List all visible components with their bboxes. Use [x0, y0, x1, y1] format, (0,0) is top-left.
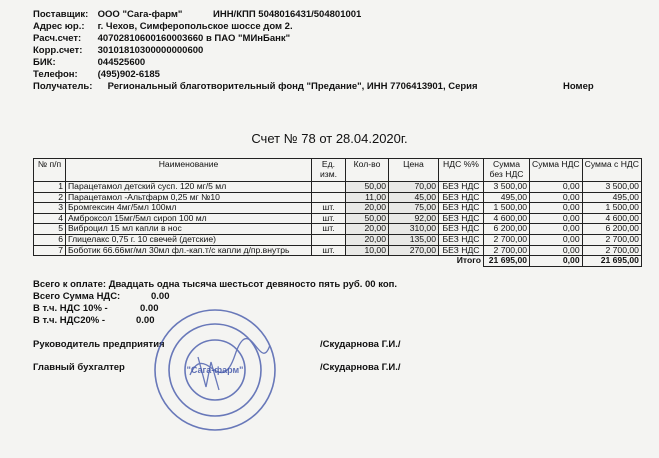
total-vat: 0,00 — [530, 256, 583, 267]
row-sum: 1 500,00 — [484, 203, 530, 214]
row-number: 3 — [34, 203, 66, 214]
row-number: 5 — [34, 224, 66, 235]
row-sum: 495,00 — [484, 192, 530, 203]
row-name: Виброцил 15 мл капли в нос — [66, 224, 312, 235]
table-row — [34, 203, 642, 214]
inn-label: ИНН/КПП — [213, 9, 256, 20]
supplier-name: ООО "Сага-фарм" — [97, 9, 183, 20]
row-price: 70,00 — [389, 182, 439, 193]
row-total: 3 500,00 — [582, 182, 641, 193]
director-name: /Скударнова Г.И./ — [320, 339, 401, 350]
account-row — [33, 33, 478, 45]
row-unit: шт. — [312, 213, 346, 224]
corr-label: Корр.счет: — [33, 45, 83, 56]
items-table — [33, 158, 642, 267]
row-qty: 50,00 — [346, 182, 389, 193]
inn-value: 5048016431/504801001 — [258, 9, 362, 20]
address-value: г. Чехов, Симферопольское шоссе дом 2. — [97, 21, 293, 32]
row-name: Парацетамол детский сусп. 120 мг/5 мл — [66, 182, 312, 193]
vat10-value: 0.00 — [140, 303, 159, 314]
row-total: 6 200,00 — [582, 224, 641, 235]
amount-in-words: Всего к оплате: Двадцать одна тысяча шестьсот девяносто пять руб. 00 коп. — [33, 279, 398, 290]
row-total: 2 700,00 — [582, 245, 641, 256]
col-price-header: Цена — [389, 159, 439, 182]
row-number: 7 — [34, 245, 66, 256]
row-vat-rate: БЕЗ НДС — [439, 234, 484, 245]
row-vat-rate: БЕЗ НДС — [439, 182, 484, 193]
row-price: 92,00 — [389, 213, 439, 224]
row-qty: 50,00 — [346, 213, 389, 224]
accountant-label: Главный бухгалтер — [33, 362, 125, 373]
row-number: 1 — [34, 182, 66, 193]
recipient-label: Получатель: — [33, 81, 93, 92]
row-number: 2 — [34, 192, 66, 203]
row-name: Амброксол 15мг/5мл сироп 100 мл — [66, 213, 312, 224]
row-number: 6 — [34, 234, 66, 245]
row-unit: шт. — [312, 224, 346, 235]
row-vat-rate: БЕЗ НДС — [439, 245, 484, 256]
row-unit: шт. — [312, 245, 346, 256]
row-sum: 4 600,00 — [484, 213, 530, 224]
company-stamp — [150, 305, 280, 435]
row-vat-sum: 0,00 — [530, 224, 583, 235]
row-vat-rate: БЕЗ НДС — [439, 213, 484, 224]
table-row — [34, 245, 642, 256]
col-total-header: Сумма с НДС — [582, 159, 641, 182]
accountant-name: /Скударнова Г.И./ — [320, 362, 401, 373]
vat-total-value: 0.00 — [151, 291, 170, 302]
bik-row — [33, 57, 478, 69]
col-unit-header: Ед. изм. — [312, 159, 346, 182]
total-label: Итого — [456, 255, 481, 266]
account-value: 40702810600160003660 в ПАО "МИнБанк" — [97, 33, 291, 44]
bik-label: БИК: — [33, 57, 56, 68]
col-sum-header: Сумма без НДС — [484, 159, 530, 182]
col-num-header: № п/п — [34, 159, 66, 182]
row-name: Бромгексин 4мг/5мл 100мл — [66, 203, 312, 214]
phone-label: Телефон: — [33, 69, 78, 80]
row-name: Парацетамол -Альтфарм 0,25 мг №10 — [66, 192, 312, 203]
bik-value: 044525600 — [97, 57, 146, 68]
col-vat-rate-header: НДС %% — [439, 159, 484, 182]
row-price: 45,00 — [389, 192, 439, 203]
table-row — [34, 213, 642, 224]
row-vat-rate: БЕЗ НДС — [439, 192, 484, 203]
row-vat-sum: 0,00 — [530, 245, 583, 256]
row-sum: 3 500,00 — [484, 182, 530, 193]
phone-value: (495)902-6185 — [97, 69, 160, 80]
row-sum: 6 200,00 — [484, 224, 530, 235]
row-vat-sum: 0,00 — [530, 213, 583, 224]
phone-row — [33, 69, 478, 81]
row-qty: 10,00 — [346, 245, 389, 256]
row-total: 1 500,00 — [582, 203, 641, 214]
row-unit: шт. — [312, 203, 346, 214]
recipient-extra: Номер — [563, 81, 594, 92]
row-vat-sum: 0,00 — [530, 192, 583, 203]
row-sum: 2 700,00 — [484, 234, 530, 245]
table-row — [34, 234, 642, 245]
vat20-label: В т.ч. НДС20% - — [33, 315, 106, 326]
row-unit — [312, 182, 346, 193]
row-price: 270,00 — [389, 245, 439, 256]
stamp-text: "Сага-фарм" — [186, 365, 244, 375]
row-qty: 20,00 — [346, 234, 389, 245]
row-qty: 20,00 — [346, 203, 389, 214]
row-qty: 11,00 — [346, 192, 389, 203]
row-total: 2 700,00 — [582, 234, 641, 245]
row-unit — [312, 234, 346, 245]
total-with-vat: 21 695,00 — [582, 256, 641, 267]
row-qty: 20,00 — [346, 224, 389, 235]
address-label: Адрес юр.: — [33, 21, 85, 32]
row-name: Боботик 66.66мг/мл 30мл фл.-кап.т/с капли д/пр.внутрь — [66, 245, 312, 256]
invoice-title: Счет № 78 от 28.04.2020г. — [251, 131, 408, 146]
row-price: 310,00 — [389, 224, 439, 235]
row-total: 495,00 — [582, 192, 641, 203]
row-price: 135,00 — [389, 234, 439, 245]
row-name: Глицелакс 0,75 г. 10 свечей (детские) — [66, 234, 312, 245]
row-vat-rate: БЕЗ НДС — [439, 203, 484, 214]
row-vat-sum: 0,00 — [530, 203, 583, 214]
director-label: Руководитель предприятия — [33, 339, 165, 350]
table-header-row — [34, 159, 642, 182]
corr-value: 30101810300000000600 — [97, 45, 204, 56]
supplier-row — [33, 9, 478, 21]
row-vat-sum: 0,00 — [530, 234, 583, 245]
address-row — [33, 21, 478, 33]
row-vat-rate: БЕЗ НДС — [439, 224, 484, 235]
col-name-header: Наименование — [66, 159, 312, 182]
row-vat-sum: 0,00 — [530, 182, 583, 193]
table-total-row — [34, 256, 642, 267]
col-vat-sum-header: Сумма НДС — [530, 159, 583, 182]
supplier-details — [33, 9, 594, 93]
vat10-label: В т.ч. НДС 10% - — [33, 303, 108, 314]
row-price: 75,00 — [389, 203, 439, 214]
corr-row — [33, 45, 478, 57]
total-sum: 21 695,00 — [484, 256, 530, 267]
row-unit — [312, 192, 346, 203]
supplier-label: Поставщик: — [33, 9, 89, 20]
row-number: 4 — [34, 213, 66, 224]
account-label: Расч.счет: — [33, 33, 82, 44]
row-total: 4 600,00 — [582, 213, 641, 224]
table-row — [34, 224, 642, 235]
recipient-value: Региональный благотворительный фонд "Предание", ИНН 7706413901, Серия — [107, 81, 478, 92]
vat-total-label: Всего Сумма НДС: — [33, 291, 121, 302]
row-sum: 2 700,00 — [484, 245, 530, 256]
vat20-value: 0.00 — [136, 315, 155, 326]
recipient-row — [33, 81, 594, 93]
col-qty-header: Кол-во — [346, 159, 389, 182]
table-row — [34, 182, 642, 193]
table-row — [34, 192, 642, 203]
